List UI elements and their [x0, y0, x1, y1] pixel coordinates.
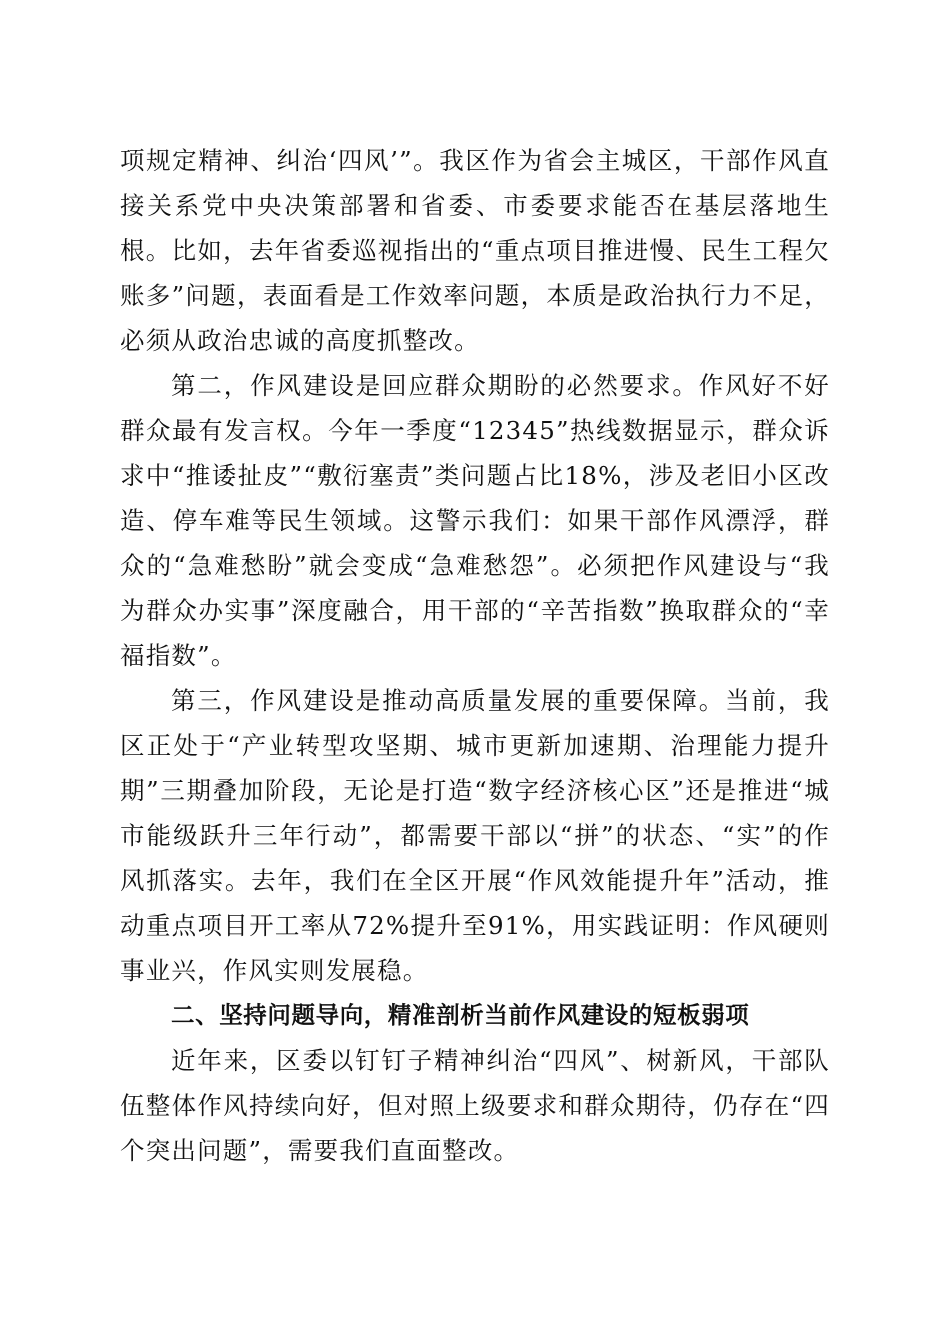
section-heading: 二、坚持问题导向，精准剖析当前作风建设的短板弱项 [171, 1001, 750, 1029]
paragraph-third-point: 第三，作风建设是推动高质量发展的重要保障。当前，我区正处于“产业转型攻坚期、城市更新加速期、治理能力提升期”三期叠加阶段，无论是打造“数字经济核心区”还是推进“城市能级跃升三年行动”，都需要干部以“拼”的状态、“实”的作风抓落实。去年，我们在全区开展“作风效能提升年”活动，推动重点项目开工率从72%提升至91%，用实践证明：作风硬则事业兴，作风实则发展稳。 [120, 686, 830, 985]
paragraph-section-intro: 近年来，区委以钉钉子精神纠治“四风”、树新风，干部队伍整体作风持续向好，但对照上级要求和群众期待，仍存在“四个突出问题”，需要我们直面整改。 [120, 1046, 830, 1165]
document-body [120, 138, 830, 1173]
paragraph-second-point: 第二，作风建设是回应群众期盼的必然要求。作风好不好群众最有发言权。今年一季度“12345”热线数据显示，群众诉求中“推诿扯皮”“敷衍塞责”类问题占比18%，涉及老旧小区改造、停车难等民生领域。这警示我们：如果干部作风漂浮，群众的“急难愁盼”就会变成“急难愁怨”。必须把作风建设与“我为群众办实事”深度融合，用干部的“辛苦指数”换取群众的“幸福指数”。 [120, 371, 830, 670]
paragraph-continued: 项规定精神、纠治‘四风’”。我区作为省会主城区，干部作风直接关系党中央决策部署和省委、市委要求能否在基层落地生根。比如，去年省委巡视指出的“重点项目推进慢、民生工程欠账多”问题，表面看是工作效率问题，本质是政治执行力不足，必须从政治忠诚的高度抓整改。 [120, 146, 830, 355]
